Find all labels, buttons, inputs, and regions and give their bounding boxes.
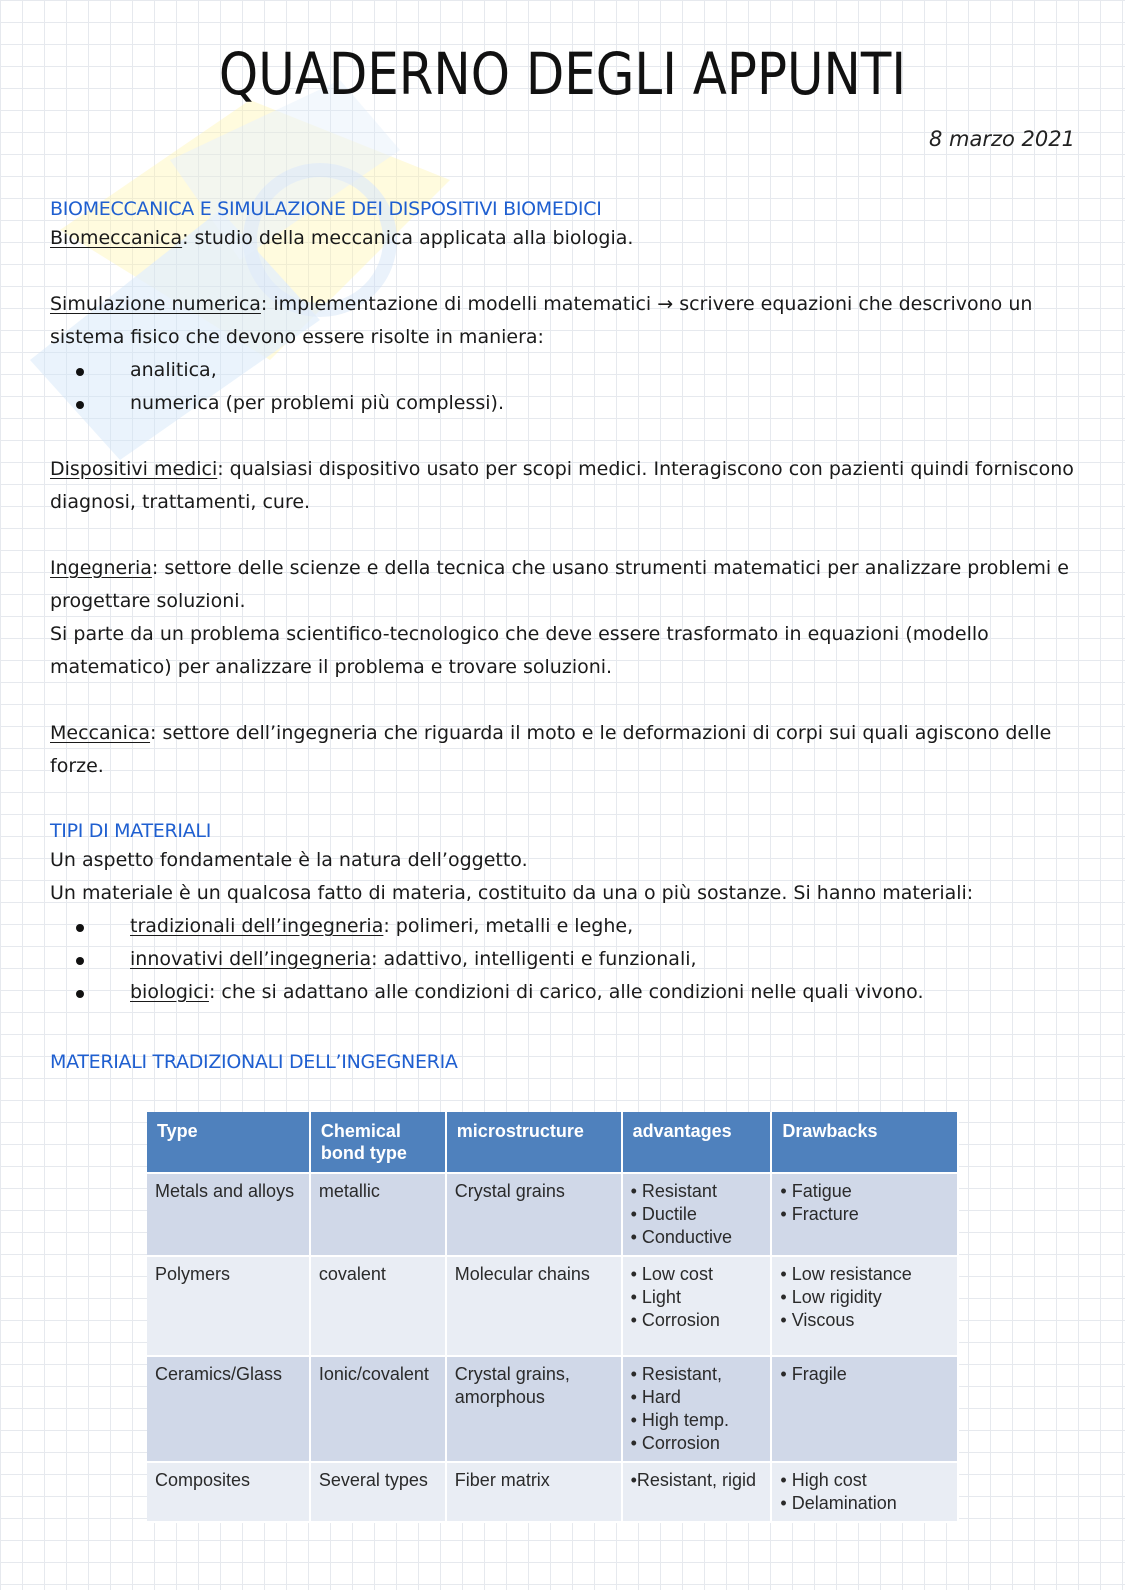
column-header-advantages: advantages [622, 1112, 772, 1173]
cell-advantages [622, 1256, 772, 1356]
bullet-icon [76, 401, 84, 409]
cell-bond: Ionic/covalent [310, 1356, 446, 1462]
cell-line: • Viscous [780, 1310, 855, 1330]
list-item: innovativi dell’ingegneria: adattivo, intelligenti e funzionali, [50, 943, 1075, 976]
list-simulazione [50, 354, 1075, 420]
cell-line: • High temp. [630, 1410, 729, 1430]
cell-line: • Light [630, 1287, 681, 1307]
list-item: numerica (per problemi più complessi). [50, 387, 1075, 420]
list-item: biologici: che si adattano alle condizioni di carico, alle condizioni nelle quali vivono. [50, 976, 1075, 1009]
term-ingegneria: Ingegneria [50, 557, 152, 579]
cell-type: Composites [147, 1462, 310, 1522]
bullet-icon [76, 368, 84, 376]
column-header-type: Type [147, 1112, 310, 1173]
cell-type: Polymers [147, 1256, 310, 1356]
paragraph-ingegneria-2: Si parte da un problema scientifico-tecnologico che deve essere trasformato in equazioni (modello matematico) per analizzare il problema e trovare soluzioni. [50, 623, 989, 678]
term-meccanica: Meccanica [50, 722, 151, 744]
cell-line: • Conductive [630, 1227, 732, 1247]
cell-microstructure: Molecular chains [446, 1256, 622, 1356]
cell-microstructure: Crystal grains, amorphous [446, 1356, 622, 1462]
table-row [147, 1356, 958, 1462]
cell-drawbacks [771, 1462, 958, 1522]
text-ingegneria: : settore delle scienze e della tecnica che usano strumenti matematici per analizzare problemi e progettare soluzioni. [50, 557, 1069, 612]
list-materiali [50, 910, 1075, 1009]
cell-line: • Fragile [780, 1364, 847, 1384]
cell-line: • High cost [780, 1470, 867, 1490]
section-heading-biomeccanica: BIOMECCANICA E SIMULAZIONE DEI DISPOSITIVI BIOMEDICI [50, 198, 602, 220]
paragraph-dispositivi [50, 453, 1075, 519]
term-simulazione: Simulazione numerica [50, 293, 261, 315]
bullet-icon [76, 957, 84, 965]
list-item: analitica, [50, 354, 1075, 387]
table-row [147, 1462, 958, 1522]
cell-line: • Low cost [630, 1264, 713, 1284]
cell-bond: metallic [310, 1173, 446, 1256]
cell-line: • Low resistance [780, 1264, 912, 1284]
cell-type: Ceramics/Glass [147, 1356, 310, 1462]
column-header-bond: Chemical bond type [310, 1112, 446, 1173]
cell-advantages [622, 1356, 772, 1462]
cell-line: • Ductile [630, 1204, 697, 1224]
section-heading-materiali-tradizionali: MATERIALI TRADIZIONALI DELL’INGEGNERIA [50, 1051, 458, 1073]
cell-line: • Fatigue [780, 1181, 852, 1201]
cell-line: • Resistant, [630, 1364, 722, 1384]
cell-line: • Corrosion [630, 1433, 720, 1453]
cell-line: • Corrosion [630, 1310, 720, 1330]
materials-table [147, 1112, 959, 1523]
paragraph-meccanica [50, 717, 1075, 783]
cell-advantages [622, 1462, 772, 1522]
cell-drawbacks [771, 1256, 958, 1356]
paragraph-materiali-1: Un aspetto fondamentale è la natura dell’oggetto. [50, 849, 528, 871]
cell-line: • Resistant [630, 1181, 717, 1201]
paragraph-ingegneria [50, 552, 1075, 618]
cell-line: • Hard [630, 1387, 681, 1407]
cell-type: Metals and alloys [147, 1173, 310, 1256]
text-meccanica: : settore dell’ingegneria che riguarda il moto e le deformazioni di corpi sui quali agiscono delle forze. [50, 722, 1052, 777]
column-header-microstructure: microstructure [446, 1112, 622, 1173]
cell-microstructure: Crystal grains [446, 1173, 622, 1256]
cell-drawbacks [771, 1356, 958, 1462]
list-item: tradizionali dell’ingegneria: polimeri, metalli e leghe, [50, 910, 1075, 943]
page-title: QUADERNO DEGLI APPUNTI [218, 40, 907, 108]
cell-microstructure: Fiber matrix [446, 1462, 622, 1522]
table-row [147, 1173, 958, 1256]
column-header-drawbacks: Drawbacks [771, 1112, 958, 1173]
cell-line: •Resistant, rigid [630, 1470, 756, 1490]
term-biomeccanica: Biomeccanica [50, 227, 183, 249]
cell-line: • Delamination [780, 1493, 897, 1513]
paragraph-simulazione [50, 288, 1075, 354]
text-simulazione: : implementazione di modelli matematici → scrivere equazioni che descrivono un sistema fisico che devono essere risolte in maniera: [50, 293, 1033, 348]
cell-drawbacks [771, 1173, 958, 1256]
bullet-icon [76, 924, 84, 932]
cell-line: • Low rigidity [780, 1287, 882, 1307]
text-biomeccanica: : studio della meccanica applicata alla biologia. [182, 227, 634, 249]
paragraph-materiali-2: Un materiale è un qualcosa fatto di materia, costituito da una o più sostanze. Si hanno materiali: [50, 882, 974, 904]
section-heading-tipi-materiali: TIPI DI MATERIALI [50, 820, 212, 842]
cell-advantages [622, 1173, 772, 1256]
text-dispositivi: : qualsiasi dispositivo usato per scopi medici. Interagiscono con pazienti quindi forniscono diagnosi, trattamenti, cure. [50, 458, 1074, 513]
notes-content [50, 196, 1075, 1075]
cell-line: • Fracture [780, 1204, 859, 1224]
term-dispositivi: Dispositivi medici [50, 458, 218, 480]
bullet-icon [76, 990, 84, 998]
cell-bond: Several types [310, 1462, 446, 1522]
table-row [147, 1256, 958, 1356]
page-date: 8 marzo 2021 [929, 127, 1075, 151]
paragraph-biomeccanica [50, 222, 1075, 255]
table-header-row [147, 1112, 958, 1173]
cell-bond: covalent [310, 1256, 446, 1356]
